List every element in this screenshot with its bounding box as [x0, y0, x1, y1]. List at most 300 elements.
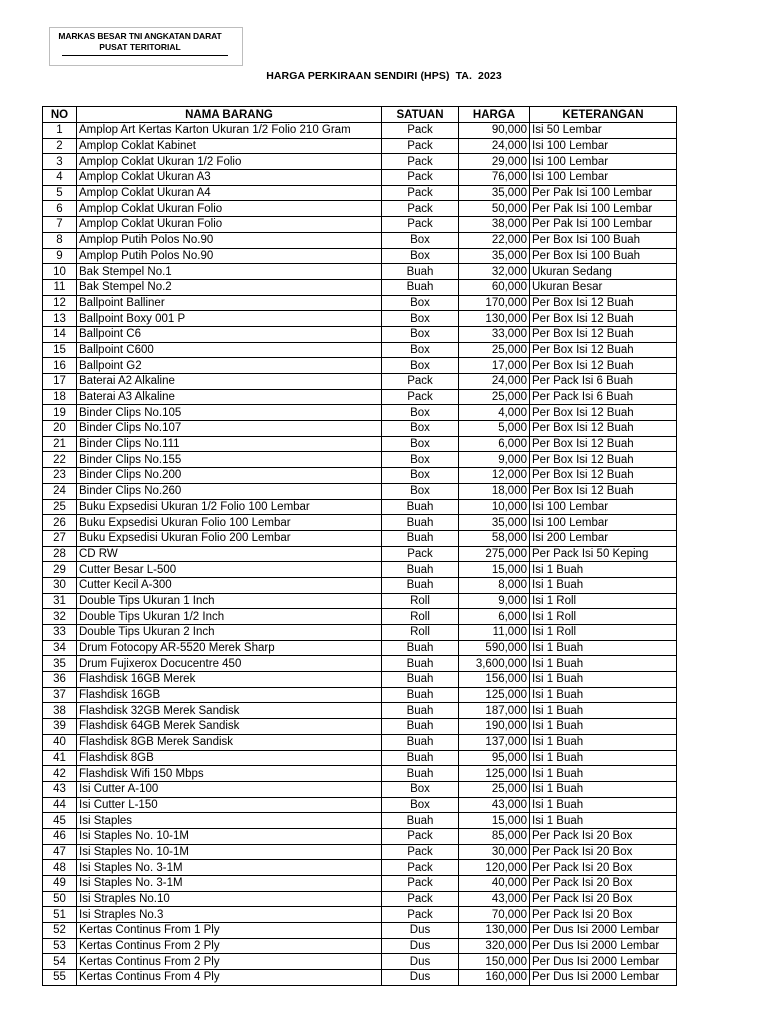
cell-harga: 58,000 [459, 530, 530, 546]
table-row [43, 389, 677, 405]
cell-nama-barang: Flashdisk 8GB [77, 750, 382, 766]
cell-nama-barang: Double Tips Ukuran 1/2 Inch [77, 609, 382, 625]
cell-keterangan: Ukuran Sedang [530, 264, 677, 280]
cell-satuan: Pack [382, 546, 459, 562]
cell-keterangan: Isi 1 Roll [530, 593, 677, 609]
table-row [43, 201, 677, 217]
cell-no: 28 [43, 546, 77, 562]
cell-satuan: Buah [382, 656, 459, 672]
cell-satuan: Box [382, 797, 459, 813]
cell-keterangan: Isi 1 Buah [530, 797, 677, 813]
cell-keterangan: Per Box Isi 12 Buah [530, 342, 677, 358]
cell-keterangan: Per Box Isi 12 Buah [530, 358, 677, 374]
letterhead-box [49, 27, 243, 66]
cell-harga: 25,000 [459, 342, 530, 358]
cell-no: 24 [43, 483, 77, 499]
cell-satuan: Box [382, 326, 459, 342]
cell-no: 15 [43, 342, 77, 358]
cell-harga: 3,600,000 [459, 656, 530, 672]
cell-no: 43 [43, 781, 77, 797]
cell-no: 10 [43, 264, 77, 280]
cell-no: 37 [43, 687, 77, 703]
cell-harga: 43,000 [459, 797, 530, 813]
cell-nama-barang: Double Tips Ukuran 1 Inch [77, 593, 382, 609]
cell-harga: 6,000 [459, 436, 530, 452]
cell-no: 31 [43, 593, 77, 609]
cell-harga: 130,000 [459, 923, 530, 939]
cell-no: 38 [43, 703, 77, 719]
cell-nama-barang: Binder Clips No.111 [77, 436, 382, 452]
cell-nama-barang: Ballpoint Balliner [77, 295, 382, 311]
col-header-no: NO [43, 107, 77, 123]
cell-no: 12 [43, 295, 77, 311]
cell-no: 32 [43, 609, 77, 625]
cell-nama-barang: Bak Stempel No.2 [77, 279, 382, 295]
table-row [43, 970, 677, 986]
cell-keterangan: Per Box Isi 12 Buah [530, 483, 677, 499]
cell-keterangan: Isi 1 Buah [530, 781, 677, 797]
cell-keterangan: Isi 1 Buah [530, 750, 677, 766]
cell-no: 17 [43, 374, 77, 390]
cell-no: 20 [43, 421, 77, 437]
cell-no: 46 [43, 828, 77, 844]
cell-satuan: Box [382, 295, 459, 311]
cell-satuan: Pack [382, 154, 459, 170]
table-row [43, 185, 677, 201]
table-row [43, 123, 677, 139]
table-row [43, 938, 677, 954]
cell-harga: 150,000 [459, 954, 530, 970]
table-row [43, 609, 677, 625]
cell-keterangan: Per Box Isi 12 Buah [530, 295, 677, 311]
cell-no: 11 [43, 279, 77, 295]
cell-satuan: Box [382, 358, 459, 374]
cell-nama-barang: Ballpoint C6 [77, 326, 382, 342]
cell-keterangan: Per Dus Isi 2000 Lembar [530, 923, 677, 939]
cell-harga: 12,000 [459, 468, 530, 484]
table-header-row [43, 107, 677, 123]
cell-nama-barang: Kertas Continus From 2 Ply [77, 954, 382, 970]
cell-satuan: Pack [382, 828, 459, 844]
cell-nama-barang: Buku Expsedisi Ukuran 1/2 Folio 100 Lembar [77, 499, 382, 515]
cell-nama-barang: Amplop Putih Polos No.90 [77, 248, 382, 264]
cell-no: 35 [43, 656, 77, 672]
cell-keterangan: Per Pack Isi 20 Box [530, 907, 677, 923]
table-row [43, 264, 677, 280]
table-row [43, 530, 677, 546]
cell-harga: 40,000 [459, 876, 530, 892]
cell-nama-barang: Flashdisk 16GB [77, 687, 382, 703]
table-row [43, 279, 677, 295]
cell-nama-barang: Baterai A2 Alkaline [77, 374, 382, 390]
cell-satuan: Buah [382, 687, 459, 703]
cell-nama-barang: Drum Fotocopy AR-5520 Merek Sharp [77, 640, 382, 656]
cell-keterangan: Per Pack Isi 20 Box [530, 828, 677, 844]
cell-keterangan: Per Pack Isi 20 Box [530, 876, 677, 892]
cell-satuan: Buah [382, 640, 459, 656]
table-row [43, 734, 677, 750]
cell-nama-barang: Ballpoint Boxy 001 P [77, 311, 382, 327]
cell-no: 4 [43, 170, 77, 186]
cell-no: 45 [43, 813, 77, 829]
table-row [43, 483, 677, 499]
table-row [43, 499, 677, 515]
cell-keterangan: Isi 200 Lembar [530, 530, 677, 546]
table-row [43, 452, 677, 468]
cell-nama-barang: Isi Staples [77, 813, 382, 829]
cell-nama-barang: Binder Clips No.200 [77, 468, 382, 484]
table-row [43, 342, 677, 358]
cell-satuan: Pack [382, 217, 459, 233]
cell-harga: 137,000 [459, 734, 530, 750]
cell-no: 16 [43, 358, 77, 374]
cell-nama-barang: Ballpoint C600 [77, 342, 382, 358]
table-row [43, 844, 677, 860]
cell-no: 6 [43, 201, 77, 217]
cell-harga: 170,000 [459, 295, 530, 311]
cell-nama-barang: Flashdisk 32GB Merek Sandisk [77, 703, 382, 719]
cell-satuan: Pack [382, 374, 459, 390]
cell-no: 48 [43, 860, 77, 876]
cell-harga: 187,000 [459, 703, 530, 719]
table-row [43, 860, 677, 876]
cell-nama-barang: Flashdisk 16GB Merek [77, 672, 382, 688]
cell-nama-barang: Amplop Coklat Ukuran A3 [77, 170, 382, 186]
cell-no: 19 [43, 405, 77, 421]
cell-no: 25 [43, 499, 77, 515]
cell-keterangan: Per Box Isi 12 Buah [530, 421, 677, 437]
table-row [43, 828, 677, 844]
cell-no: 27 [43, 530, 77, 546]
cell-satuan: Box [382, 311, 459, 327]
cell-keterangan: Per Pack Isi 50 Keping [530, 546, 677, 562]
table-body [43, 123, 677, 986]
table-row [43, 719, 677, 735]
col-header-harga: HARGA [459, 107, 530, 123]
cell-keterangan: Per Pack Isi 20 Box [530, 860, 677, 876]
cell-keterangan: Isi 1 Roll [530, 625, 677, 641]
cell-no: 30 [43, 577, 77, 593]
cell-keterangan: Isi 100 Lembar [530, 499, 677, 515]
cell-satuan: Box [382, 342, 459, 358]
cell-satuan: Pack [382, 844, 459, 860]
col-header-nama-barang: NAMA BARANG [77, 107, 382, 123]
cell-harga: 15,000 [459, 562, 530, 578]
cell-harga: 32,000 [459, 264, 530, 280]
cell-nama-barang: Binder Clips No.260 [77, 483, 382, 499]
cell-no: 3 [43, 154, 77, 170]
cell-harga: 8,000 [459, 577, 530, 593]
cell-satuan: Buah [382, 734, 459, 750]
cell-keterangan: Per Dus Isi 2000 Lembar [530, 954, 677, 970]
cell-keterangan: Per Box Isi 100 Buah [530, 248, 677, 264]
cell-nama-barang: Flashdisk 8GB Merek Sandisk [77, 734, 382, 750]
cell-harga: 35,000 [459, 515, 530, 531]
cell-nama-barang: Cutter Kecil A-300 [77, 577, 382, 593]
cell-keterangan: Per Pak Isi 100 Lembar [530, 217, 677, 233]
cell-keterangan: Isi 1 Buah [530, 672, 677, 688]
cell-no: 44 [43, 797, 77, 813]
table-row [43, 248, 677, 264]
cell-nama-barang: Drum Fujixerox Docucentre 450 [77, 656, 382, 672]
table-row [43, 672, 677, 688]
cell-satuan: Buah [382, 515, 459, 531]
cell-keterangan: Per Pack Isi 20 Box [530, 844, 677, 860]
cell-harga: 6,000 [459, 609, 530, 625]
cell-keterangan: Isi 100 Lembar [530, 515, 677, 531]
cell-keterangan: Per Pak Isi 100 Lembar [530, 201, 677, 217]
cell-satuan: Box [382, 248, 459, 264]
cell-keterangan: Per Pack Isi 6 Buah [530, 374, 677, 390]
cell-satuan: Roll [382, 625, 459, 641]
cell-nama-barang: Baterai A3 Alkaline [77, 389, 382, 405]
cell-harga: 85,000 [459, 828, 530, 844]
cell-satuan: Buah [382, 766, 459, 782]
cell-keterangan: Isi 50 Lembar [530, 123, 677, 139]
cell-nama-barang: Bak Stempel No.1 [77, 264, 382, 280]
cell-nama-barang: Buku Expsedisi Ukuran Folio 100 Lembar [77, 515, 382, 531]
cell-no: 33 [43, 625, 77, 641]
cell-no: 1 [43, 123, 77, 139]
cell-no: 2 [43, 138, 77, 154]
cell-nama-barang: Amplop Coklat Ukuran Folio [77, 201, 382, 217]
cell-nama-barang: Amplop Art Kertas Karton Ukuran 1/2 Folio 210 Gram [77, 123, 382, 139]
cell-no: 51 [43, 907, 77, 923]
cell-keterangan: Per Box Isi 12 Buah [530, 468, 677, 484]
cell-satuan: Buah [382, 264, 459, 280]
cell-harga: 22,000 [459, 232, 530, 248]
cell-no: 14 [43, 326, 77, 342]
cell-satuan: Dus [382, 938, 459, 954]
cell-keterangan: Per Box Isi 12 Buah [530, 405, 677, 421]
cell-harga: 24,000 [459, 374, 530, 390]
table-row [43, 405, 677, 421]
cell-harga: 70,000 [459, 907, 530, 923]
cell-harga: 17,000 [459, 358, 530, 374]
cell-nama-barang: Flashdisk 64GB Merek Sandisk [77, 719, 382, 735]
table-row [43, 311, 677, 327]
cell-no: 29 [43, 562, 77, 578]
cell-satuan: Buah [382, 562, 459, 578]
cell-satuan: Box [382, 421, 459, 437]
cell-harga: 320,000 [459, 938, 530, 954]
cell-no: 21 [43, 436, 77, 452]
cell-nama-barang: Buku Expsedisi Ukuran Folio 200 Lembar [77, 530, 382, 546]
cell-no: 54 [43, 954, 77, 970]
cell-keterangan: Isi 1 Buah [530, 687, 677, 703]
cell-harga: 11,000 [459, 625, 530, 641]
cell-keterangan: Isi 1 Buah [530, 734, 677, 750]
table-row [43, 640, 677, 656]
cell-harga: 25,000 [459, 781, 530, 797]
col-header-satuan: SATUAN [382, 107, 459, 123]
cell-no: 23 [43, 468, 77, 484]
document-title: HARGA PERKIRAAN SENDIRI (HPS) TA. 2023 [266, 70, 502, 82]
cell-harga: 95,000 [459, 750, 530, 766]
cell-satuan: Buah [382, 672, 459, 688]
col-header-keterangan: KETERANGAN [530, 107, 677, 123]
cell-keterangan: Isi 1 Buah [530, 640, 677, 656]
cell-nama-barang: Isi Staples No. 3-1M [77, 860, 382, 876]
cell-harga: 130,000 [459, 311, 530, 327]
cell-satuan: Box [382, 452, 459, 468]
cell-satuan: Pack [382, 185, 459, 201]
table-row [43, 295, 677, 311]
cell-keterangan: Isi 1 Buah [530, 656, 677, 672]
cell-satuan: Buah [382, 750, 459, 766]
table-row [43, 577, 677, 593]
cell-keterangan: Per Pack Isi 20 Box [530, 891, 677, 907]
cell-no: 52 [43, 923, 77, 939]
cell-satuan: Box [382, 483, 459, 499]
table-row [43, 217, 677, 233]
cell-keterangan: Per Pack Isi 6 Buah [530, 389, 677, 405]
cell-harga: 33,000 [459, 326, 530, 342]
cell-satuan: Buah [382, 703, 459, 719]
cell-satuan: Pack [382, 138, 459, 154]
cell-satuan: Buah [382, 813, 459, 829]
cell-satuan: Box [382, 232, 459, 248]
table-row [43, 891, 677, 907]
table-row [43, 656, 677, 672]
table-row [43, 907, 677, 923]
cell-satuan: Dus [382, 923, 459, 939]
cell-satuan: Box [382, 436, 459, 452]
cell-keterangan: Ukuran Besar [530, 279, 677, 295]
cell-keterangan: Isi 1 Roll [530, 609, 677, 625]
cell-no: 50 [43, 891, 77, 907]
cell-no: 18 [43, 389, 77, 405]
cell-satuan: Buah [382, 719, 459, 735]
cell-harga: 35,000 [459, 185, 530, 201]
cell-no: 34 [43, 640, 77, 656]
cell-harga: 25,000 [459, 389, 530, 405]
cell-no: 36 [43, 672, 77, 688]
table-row [43, 781, 677, 797]
cell-harga: 24,000 [459, 138, 530, 154]
table-row [43, 546, 677, 562]
cell-nama-barang: Isi Straples No.3 [77, 907, 382, 923]
cell-nama-barang: Amplop Putih Polos No.90 [77, 232, 382, 248]
cell-satuan: Box [382, 405, 459, 421]
table-row [43, 750, 677, 766]
cell-nama-barang: CD RW [77, 546, 382, 562]
cell-keterangan: Per Box Isi 12 Buah [530, 452, 677, 468]
cell-keterangan: Per Box Isi 100 Buah [530, 232, 677, 248]
cell-nama-barang: Cutter Besar L-500 [77, 562, 382, 578]
cell-satuan: Buah [382, 530, 459, 546]
cell-harga: 190,000 [459, 719, 530, 735]
cell-nama-barang: Flashdisk Wifi 150 Mbps [77, 766, 382, 782]
org-name-line1: MARKAS BESAR TNI ANGKATAN DARAT [58, 31, 222, 41]
cell-nama-barang: Isi Straples No.10 [77, 891, 382, 907]
cell-nama-barang: Isi Cutter A-100 [77, 781, 382, 797]
cell-nama-barang: Binder Clips No.107 [77, 421, 382, 437]
cell-keterangan: Isi 1 Buah [530, 577, 677, 593]
org-name-line2: PUSAT TERITORIAL [99, 42, 181, 52]
cell-keterangan: Isi 1 Buah [530, 766, 677, 782]
cell-satuan: Buah [382, 577, 459, 593]
table-row [43, 797, 677, 813]
cell-no: 53 [43, 938, 77, 954]
table-row [43, 232, 677, 248]
table-row [43, 562, 677, 578]
cell-nama-barang: Binder Clips No.155 [77, 452, 382, 468]
cell-nama-barang: Amplop Coklat Ukuran 1/2 Folio [77, 154, 382, 170]
letterhead-underline [62, 55, 228, 56]
cell-nama-barang: Isi Cutter L-150 [77, 797, 382, 813]
cell-no: 41 [43, 750, 77, 766]
table-row [43, 421, 677, 437]
cell-keterangan: Isi 1 Buah [530, 703, 677, 719]
table-row [43, 703, 677, 719]
cell-keterangan: Per Pak Isi 100 Lembar [530, 185, 677, 201]
table-row [43, 923, 677, 939]
cell-satuan: Pack [382, 876, 459, 892]
cell-no: 8 [43, 232, 77, 248]
cell-keterangan: Isi 100 Lembar [530, 138, 677, 154]
cell-harga: 30,000 [459, 844, 530, 860]
cell-keterangan: Per Dus Isi 2000 Lembar [530, 938, 677, 954]
cell-harga: 38,000 [459, 217, 530, 233]
cell-satuan: Box [382, 781, 459, 797]
cell-no: 40 [43, 734, 77, 750]
cell-satuan: Pack [382, 201, 459, 217]
cell-keterangan: Per Box Isi 12 Buah [530, 436, 677, 452]
cell-no: 9 [43, 248, 77, 264]
cell-satuan: Dus [382, 970, 459, 986]
cell-no: 26 [43, 515, 77, 531]
cell-nama-barang: Ballpoint G2 [77, 358, 382, 374]
table-row [43, 468, 677, 484]
cell-harga: 76,000 [459, 170, 530, 186]
cell-harga: 9,000 [459, 452, 530, 468]
cell-nama-barang: Kertas Continus From 4 Ply [77, 970, 382, 986]
cell-no: 22 [43, 452, 77, 468]
cell-harga: 125,000 [459, 766, 530, 782]
cell-harga: 50,000 [459, 201, 530, 217]
cell-harga: 10,000 [459, 499, 530, 515]
table-row [43, 625, 677, 641]
cell-satuan: Roll [382, 609, 459, 625]
cell-nama-barang: Isi Staples No. 10-1M [77, 844, 382, 860]
cell-harga: 125,000 [459, 687, 530, 703]
cell-harga: 590,000 [459, 640, 530, 656]
cell-satuan: Box [382, 468, 459, 484]
cell-satuan: Buah [382, 499, 459, 515]
table-row [43, 358, 677, 374]
table-row [43, 766, 677, 782]
cell-nama-barang: Amplop Coklat Ukuran A4 [77, 185, 382, 201]
cell-no: 42 [43, 766, 77, 782]
cell-nama-barang: Kertas Continus From 2 Ply [77, 938, 382, 954]
cell-keterangan: Isi 1 Buah [530, 813, 677, 829]
cell-harga: 18,000 [459, 483, 530, 499]
cell-harga: 90,000 [459, 123, 530, 139]
table-row [43, 593, 677, 609]
cell-nama-barang: Isi Staples No. 10-1M [77, 828, 382, 844]
table-row [43, 138, 677, 154]
cell-harga: 156,000 [459, 672, 530, 688]
cell-harga: 4,000 [459, 405, 530, 421]
cell-keterangan: Per Dus Isi 2000 Lembar [530, 970, 677, 986]
table-row [43, 374, 677, 390]
cell-satuan: Pack [382, 170, 459, 186]
cell-no: 39 [43, 719, 77, 735]
cell-harga: 15,000 [459, 813, 530, 829]
table-row [43, 170, 677, 186]
table-row [43, 876, 677, 892]
